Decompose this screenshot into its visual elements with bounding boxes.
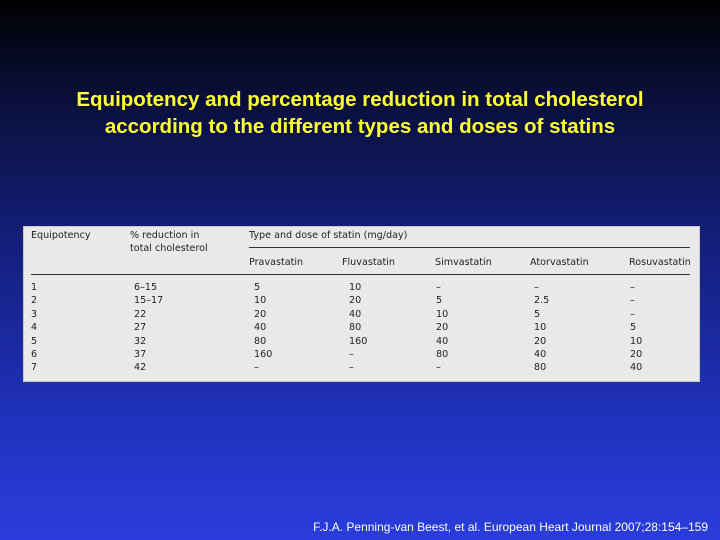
- fluvastatin-dose-cell: 20: [349, 295, 362, 307]
- pravastatin-dose-cell: 10: [254, 295, 267, 307]
- atorvastatin-dose-cell: 10: [534, 322, 547, 334]
- atorvastatin-dose-cell: –: [534, 282, 539, 293]
- table-row: [24, 282, 699, 296]
- simvastatin-dose-cell: –: [436, 362, 441, 374]
- slide-title: [0, 86, 720, 140]
- equipotency-cell: 6: [31, 349, 38, 360]
- table-row: [24, 349, 699, 363]
- atorvastatin-dose-cell: 80: [534, 362, 547, 374]
- rosuvastatin-dose-cell: 40: [630, 362, 643, 374]
- header-simvastatin: Simvastatin: [435, 257, 492, 268]
- equipotency-cell: 1: [31, 282, 38, 293]
- rosuvastatin-dose-cell: 5: [630, 322, 637, 334]
- header-fluvastatin: Fluvastatin: [342, 257, 395, 268]
- header-statin-group: Type and dose of statin (mg/day): [249, 230, 408, 241]
- table-row: [24, 322, 699, 336]
- atorvastatin-dose-cell: 20: [534, 335, 547, 347]
- group-header-rule: [249, 247, 690, 248]
- rosuvastatin-dose-cell: –: [630, 282, 635, 293]
- pravastatin-dose-cell: 5: [254, 282, 261, 293]
- header-bottom-rule: [31, 274, 690, 275]
- reduction-cell: 32: [134, 335, 147, 347]
- equipotency-cell: 3: [31, 308, 38, 320]
- title-line-1: Equipotency and percentage reduction in total cholesterol: [76, 88, 644, 111]
- simvastatin-dose-cell: 40: [436, 335, 449, 347]
- header-reduction-line1: % reduction in: [130, 230, 200, 241]
- reduction-cell: 27: [134, 322, 147, 334]
- pravastatin-dose-cell: 40: [254, 322, 267, 334]
- header-pravastatin: Pravastatin: [249, 257, 304, 268]
- rosuvastatin-dose-cell: –: [630, 308, 635, 320]
- reduction-cell: 22: [134, 308, 147, 320]
- simvastatin-dose-cell: 80: [436, 349, 449, 360]
- rosuvastatin-dose-cell: 10: [630, 335, 643, 347]
- table-row: [24, 295, 699, 309]
- citation: F.J.A. Penning-van Beest, et al. European Heart Journal 2007;28:154–159: [313, 520, 708, 534]
- fluvastatin-dose-cell: 10: [349, 282, 362, 293]
- table-row: [24, 309, 699, 323]
- fluvastatin-dose-cell: 40: [349, 308, 362, 320]
- fluvastatin-dose-cell: 160: [349, 335, 368, 347]
- reduction-cell: 15–17: [134, 295, 164, 307]
- table-row: [24, 336, 699, 350]
- reduction-cell: 42: [134, 362, 147, 374]
- header-equipotency: Equipotency: [31, 230, 91, 241]
- atorvastatin-dose-cell: 40: [534, 349, 547, 360]
- table-row: [24, 362, 699, 376]
- pravastatin-dose-cell: 80: [254, 335, 267, 347]
- equipotency-cell: 5: [31, 335, 38, 347]
- simvastatin-dose-cell: 5: [436, 295, 443, 307]
- pravastatin-dose-cell: 160: [254, 349, 273, 360]
- pravastatin-dose-cell: 20: [254, 308, 267, 320]
- atorvastatin-dose-cell: 2.5: [534, 295, 550, 307]
- rosuvastatin-dose-cell: 20: [630, 349, 643, 360]
- fluvastatin-dose-cell: –: [349, 349, 354, 360]
- title-line-2: according to the different types and doses of statins: [104, 115, 616, 138]
- atorvastatin-dose-cell: 5: [534, 308, 541, 320]
- equipotency-cell: 7: [31, 362, 38, 374]
- reduction-cell: 6–15: [134, 282, 158, 293]
- equipotency-cell: 4: [31, 322, 38, 334]
- fluvastatin-dose-cell: –: [349, 362, 354, 374]
- equipotency-cell: 2: [31, 295, 38, 307]
- header-atorvastatin: Atorvastatin: [530, 257, 589, 268]
- reduction-cell: 37: [134, 349, 147, 360]
- header-rosuvastatin: Rosuvastatin: [629, 257, 691, 268]
- pravastatin-dose-cell: –: [254, 362, 259, 374]
- rosuvastatin-dose-cell: –: [630, 295, 635, 307]
- simvastatin-dose-cell: 10: [436, 308, 449, 320]
- simvastatin-dose-cell: 20: [436, 322, 449, 334]
- statin-table: [23, 226, 700, 382]
- header-reduction-line2: total cholesterol: [130, 243, 208, 254]
- fluvastatin-dose-cell: 80: [349, 322, 362, 334]
- simvastatin-dose-cell: –: [436, 282, 441, 293]
